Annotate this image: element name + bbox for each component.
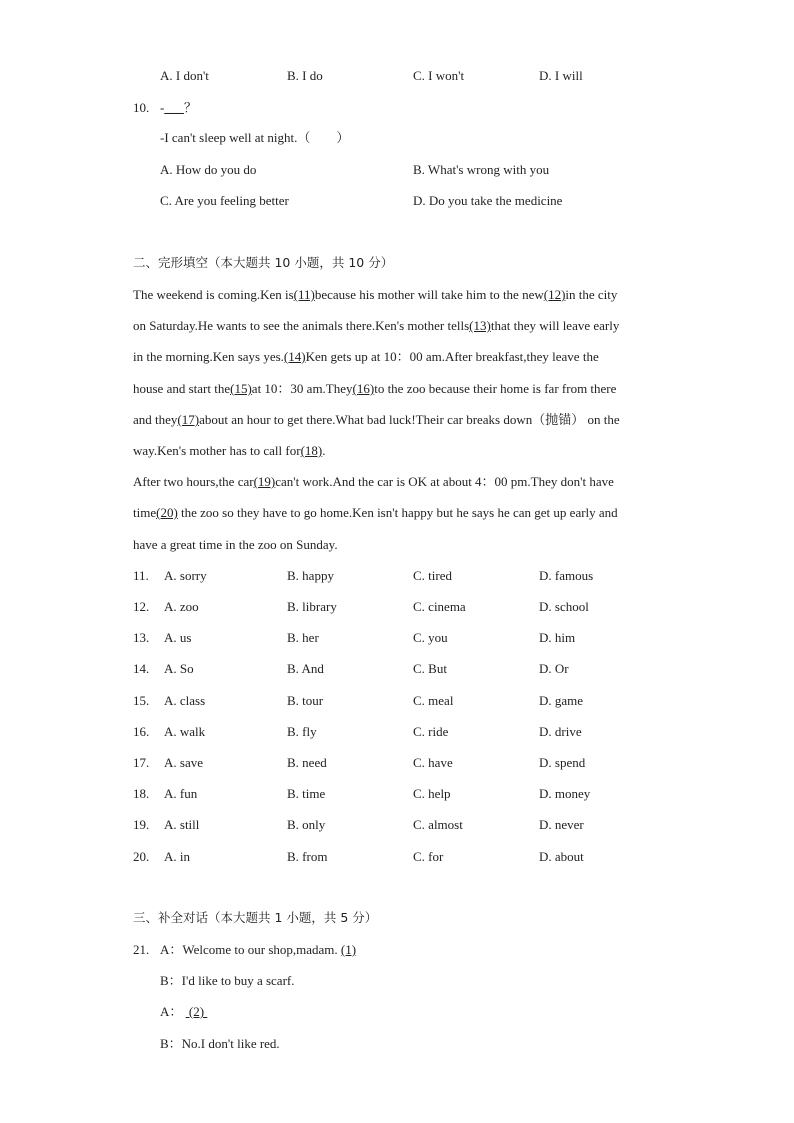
passage-line: house and start the(15)at 10：30 am.They(16)to the zoo because their home is far from there — [133, 381, 617, 396]
option-b: B. fly — [287, 724, 317, 739]
option-b: B. time — [287, 786, 326, 801]
passage-line: After two hours,the car(19)can't work.And the car is OK at about 4：00 pm.They don't have — [133, 474, 614, 489]
question-number: 15. — [133, 693, 150, 708]
blank-13: (13) — [469, 318, 491, 333]
question-number: 18. — [133, 786, 150, 801]
dialogue-line: B：No.I don't like red. — [160, 1036, 280, 1051]
option-d: D. famous — [539, 568, 594, 583]
q9-option-d: D. I will — [539, 68, 583, 83]
option-d: D. money — [539, 786, 591, 801]
q10-option-b: B. What's wrong with you — [413, 162, 550, 177]
dialogue-line: B：I'd like to buy a scarf. — [160, 973, 295, 988]
option-a: A. So — [164, 661, 194, 676]
question-number: 10. — [133, 100, 150, 115]
option-d: D. drive — [539, 724, 582, 739]
question-number: 13. — [133, 630, 150, 645]
blank-15: (15) — [230, 381, 252, 396]
option-c: C. meal — [413, 693, 454, 708]
passage-line: have a great time in the zoo on Sunday. — [133, 537, 338, 552]
option-a: A. still — [164, 817, 200, 832]
passage-line: The weekend is coming.Ken is(11)because his mother will take him to the new(12)in the city — [133, 287, 618, 302]
option-b: B. tour — [287, 693, 324, 708]
option-a: A. zoo — [164, 599, 199, 614]
option-d: D. about — [539, 849, 584, 864]
blank-16: (16) — [352, 381, 375, 396]
question-line: -I can't sleep well at night.（ ） — [160, 130, 350, 145]
blank-19: (19) — [253, 474, 276, 489]
question-number: 11. — [133, 568, 149, 583]
speaker: A： — [160, 1004, 183, 1019]
blank-2: (2) — [185, 1004, 208, 1019]
q10-option-a: A. How do you do — [160, 162, 257, 177]
option-a: A. fun — [164, 786, 198, 801]
q10-option-d: D. Do you take the medicine — [413, 193, 563, 208]
option-c: C. But — [413, 661, 447, 676]
dialogue-line — [160, 1004, 207, 1020]
option-c: C. have — [413, 755, 453, 770]
option-d: D. Or — [539, 661, 569, 676]
passage-line: and they(17)about an hour to get there.What bad luck!Their car breaks down（抛锚） on the — [133, 412, 620, 427]
blank-11: (11) — [293, 287, 315, 302]
answer-blank: ___ — [164, 100, 184, 115]
option-a: A. walk — [164, 724, 206, 739]
option-b: B. library — [287, 599, 337, 614]
option-c: C. you — [413, 630, 448, 645]
option-c: C. tired — [413, 568, 452, 583]
question-number: 21. — [133, 942, 150, 957]
option-c: C. for — [413, 849, 444, 864]
option-b: B. happy — [287, 568, 334, 583]
question-number: 17. — [133, 755, 150, 770]
option-a: A. sorry — [164, 568, 207, 583]
option-a: A. us — [164, 630, 192, 645]
passage-line: on Saturday.He wants to see the animals there.Ken's mother tells(13)that they will leave early — [133, 318, 620, 333]
blank-12: (12) — [543, 287, 566, 302]
blank-1: (1) — [340, 942, 357, 957]
section-heading-dialogue: 三、补全对话（本大题共 1 小题，共 5 分） — [133, 910, 378, 925]
option-b: B. from — [287, 849, 328, 864]
option-a: A. save — [164, 755, 203, 770]
blank-18: (18) — [300, 443, 323, 458]
option-a: A. in — [164, 849, 190, 864]
speaker: A： — [160, 942, 183, 957]
option-a: A. class — [164, 693, 206, 708]
option-d: D. school — [539, 599, 589, 614]
option-b: B. her — [287, 630, 319, 645]
option-c: C. cinema — [413, 599, 466, 614]
dialogue-line: A：Welcome to our shop,madam. (1) — [160, 942, 357, 957]
question-number: 19. — [133, 817, 150, 832]
option-b: B. only — [287, 817, 326, 832]
question-number: 12. — [133, 599, 150, 614]
option-d: D. spend — [539, 755, 586, 770]
option-c: C. almost — [413, 817, 463, 832]
option-b: B. need — [287, 755, 327, 770]
q9-option-b: B. I do — [287, 68, 323, 83]
passage-line: way.Ken's mother has to call for(18). — [133, 443, 326, 458]
option-d: D. game — [539, 693, 584, 708]
q9-option-a: A. I don't — [160, 68, 209, 83]
question-number: 20. — [133, 849, 150, 864]
option-d: D. never — [539, 817, 584, 832]
option-c: C. ride — [413, 724, 449, 739]
section-heading-cloze: 二、完形填空（本大题共 10 小题，共 10 分） — [133, 255, 394, 270]
passage-line: time(20) the zoo so they have to go home.Ken isn't happy but he says he can get up early and — [133, 505, 618, 520]
blank-14: (14) — [283, 349, 306, 364]
option-d: D. him — [539, 630, 576, 645]
passage-line: in the morning.Ken says yes.(14)Ken gets up at 10：00 am.After breakfast,they leave the — [133, 349, 599, 364]
blank-17: (17) — [177, 412, 200, 427]
option-c: C. help — [413, 786, 451, 801]
question-number: 14. — [133, 661, 150, 676]
option-b: B. And — [287, 661, 324, 676]
question-number: 16. — [133, 724, 150, 739]
q9-option-c: C. I won't — [413, 68, 465, 83]
question-prompt: -___？ — [160, 100, 197, 115]
blank-20: (20) — [156, 505, 178, 520]
speaker: B： — [160, 1036, 182, 1051]
speaker: B： — [160, 973, 182, 988]
q10-option-c: C. Are you feeling better — [160, 193, 289, 208]
